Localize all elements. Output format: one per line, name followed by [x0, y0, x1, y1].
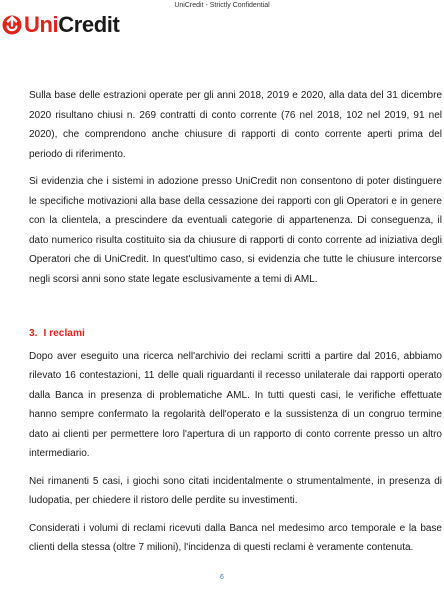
- page-number: 6: [220, 574, 224, 581]
- paragraph-system-limitations: Si evidenzia che i sistemi in adozione presso UniCredit non consentono di poter distinguere le specifiche motivazioni alla base della cessazione dei rapporti con gli Operatori e in genere con la clientela, a prescindere da eventuali categorie di appartenenza. Di conseguenza, il dato numerico risulta costituito sia da chiusure di rapporti di conto corrente ad iniziativa degli Operatori che di UniCredit. In quest'ultimo caso, si evidenzia che tutte le chiusure intercorse negli scorsi anni sono state legate esclusivamente a temi di AML.: [29, 176, 442, 285]
- paragraph-extraction-results: Sulla base delle estrazioni operate per gli anni 2018, 2019 e 2020, alla data del 31 dicembre 2020 risultano chiusi n. 269 contratti di conto corrente (76 nel 2018, 102 nel 2019, 91 nel 2020), che comprendono anche chiusure di rapporti di conto corrente aperti prima del periodo di riferimento.: [29, 90, 442, 160]
- paragraph-complaints-research: Dopo aver eseguito una ricerca nell'archivio dei reclami scritti a partire dal 2016, abbiamo rilevato 16 contestazioni, 11 delle quali riguardanti il recesso unilaterale dai rapporti operato dalla Banca in presenza di problematiche AML. In tutti questi casi, le verifiche effettuate hanno sempre confermato la regolarità dell'operato e la sussistenza di un congruo termine dato ai clienti per permettere loro l'apertura di un rapporto di conto corrente presso un altro intermediario.: [29, 350, 442, 459]
- logo-wordmark: [24, 14, 119, 36]
- section-number: 3.: [29, 328, 38, 339]
- logo-wordmark-uni: Uni: [24, 12, 59, 37]
- section-heading: [29, 324, 442, 344]
- paragraph-complaints-incidence: Considerati i volumi di reclami ricevuti dalla Banca nel medesimo arco temporale e la base clienti della stessa (oltre 7 milioni), l'incidenza di questi reclami è veramente contenuta.: [29, 522, 442, 553]
- document-body: [29, 86, 442, 566]
- section-title: I reclami: [43, 328, 85, 339]
- paragraph-remaining-cases: Nei rimanenti 5 casi, i giochi sono citati incidentalmente o strumentalmente, in presenza di ludopatia, per chiedere il ristoro delle perdite su investimenti.: [29, 475, 442, 506]
- unicredit-logo-icon: [2, 14, 22, 36]
- logo-wordmark-credit: Credit: [58, 12, 120, 37]
- unicredit-logo: [2, 11, 119, 39]
- confidentiality-note: UniCredit - Strictly Confidential: [174, 2, 270, 9]
